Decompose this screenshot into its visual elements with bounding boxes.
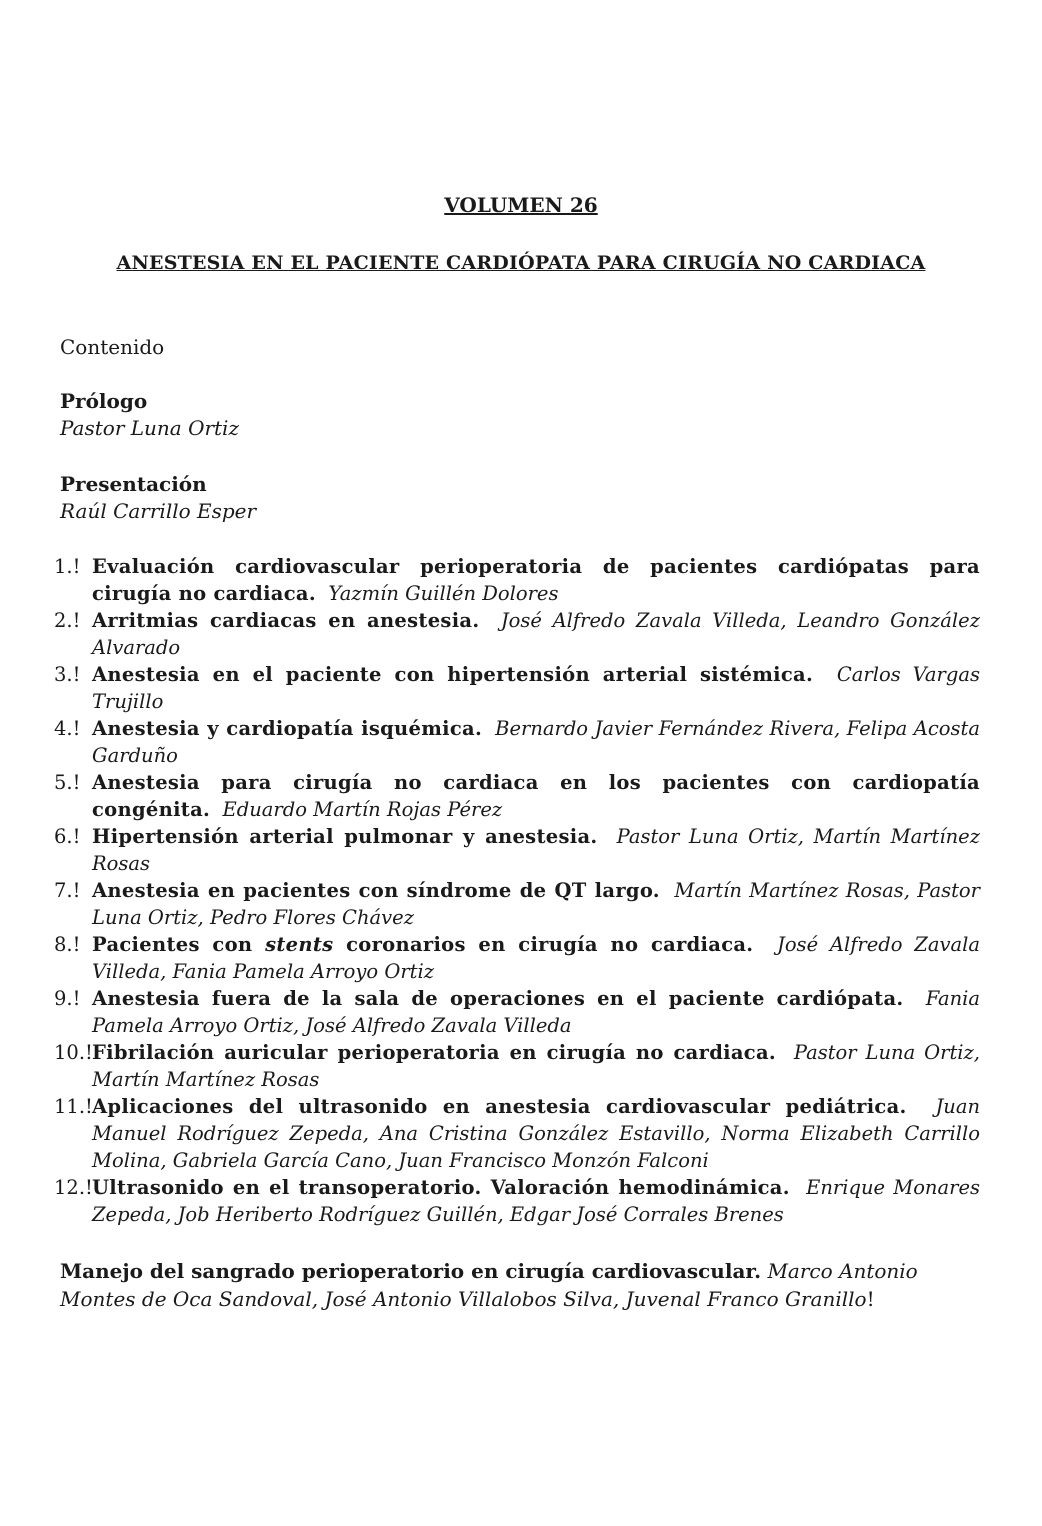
chapter-number: 3.! (54, 663, 81, 686)
chapter-authors: Fania Pamela Arroyo Ortiz, José Alfredo Zavala Villeda (92, 987, 980, 1037)
prologue-author: Pastor Luna Ortiz (60, 416, 239, 440)
chapter-title: Hipertensión arterial pulmonar y anestesia. (92, 825, 598, 848)
chapter-number: 5.! (54, 771, 81, 794)
chapter-authors: Pastor Luna Ortiz, Martín Martínez Rosas (92, 1041, 980, 1091)
contents-label: Contenido (60, 335, 165, 359)
chapter-authors: Bernardo Javier Fernández Rivera, Felipa Acosta Garduño (92, 717, 980, 767)
chapter-number: 7.! (54, 879, 81, 902)
chapter-authors: José Alfredo Zavala Villeda, Leandro González Alvarado (92, 609, 980, 659)
chapter-title: Anestesia en pacientes con síndrome de QT largo. (92, 879, 660, 902)
chapter-authors: Pastor Luna Ortiz, Martín Martínez Rosas (92, 825, 980, 875)
chapter-title: Anestesia en el paciente con hipertensión arterial sistémica. (92, 663, 814, 686)
chapter-title: Aplicaciones del ultrasonido en anestesia cardiovascular pediátrica. (92, 1095, 907, 1118)
chapter-title: Evaluación cardiovascular perioperatoria de pacientes cardiópatas para cirugía no cardiaca. (92, 555, 980, 605)
closing-trailing-mark: ! (866, 1287, 875, 1311)
chapter-number: 12.! (54, 1176, 93, 1199)
volume-heading: VOLUMEN 26 (444, 193, 598, 217)
chapter-title-start: Pacientes con (92, 933, 266, 956)
prologue-heading: Prólogo (60, 389, 148, 413)
chapter-entry (0, 715, 980, 769)
chapter-number: 2.! (54, 609, 81, 632)
presentation-author: Raúl Carrillo Esper (60, 499, 257, 523)
chapter-list (0, 553, 1042, 1228)
chapter-authors: Eduardo Martín Rojas Pérez (222, 798, 503, 821)
chapter-entry (0, 553, 980, 607)
chapter-authors: Juan Manuel Rodríguez Zepeda, Ana Cristina González Estavillo, Norma Elizabeth Carrillo Molina, Gabriela García Cano, Juan Francisco Monzón Falconi (92, 1095, 981, 1172)
volume-subtitle: ANESTESIA EN EL PACIENTE CARDIÓPATA PARA CIRUGÍA NO CARDIACA (116, 252, 926, 274)
chapter-title: Anestesia para cirugía no cardiaca en los pacientes con cardiopatía congénita. (92, 771, 980, 821)
chapter-number: 4.! (54, 717, 81, 740)
chapter-number: 10.! (54, 1041, 93, 1064)
chapter-entry (0, 1039, 980, 1093)
chapter-number: 11.! (54, 1095, 93, 1118)
chapter-title: Ultrasonido en el transoperatorio. Valoración hemodinámica. (92, 1176, 790, 1199)
chapter-number: 6.! (54, 825, 81, 848)
chapter-entry (0, 877, 980, 931)
chapter-entry (0, 823, 980, 877)
chapter-number: 8.! (54, 933, 81, 956)
chapter-title (92, 933, 753, 956)
presentation-section (60, 471, 980, 525)
chapter-entry (0, 1093, 980, 1174)
chapter-title-end: coronarios en cirugía no cardiaca. (333, 933, 754, 956)
chapter-entry (0, 661, 980, 715)
chapter-entry (0, 769, 980, 823)
closing-entry (60, 1257, 980, 1313)
chapter-entry (0, 985, 980, 1039)
chapter-entry (0, 931, 980, 985)
chapter-number: 1.! (54, 555, 81, 578)
closing-authors: Marco Antonio Montes de Oca Sandoval, José Antonio Villalobos Silva, Juvenal Franco Granillo (60, 1259, 918, 1311)
chapter-title: Anestesia y cardiopatía isquémica. (92, 717, 483, 740)
prologue-section (60, 388, 980, 442)
chapter-title: Anestesia fuera de la sala de operaciones en el paciente cardiópata. (92, 987, 904, 1010)
chapter-authors: Martín Martínez Rosas, Pastor Luna Ortiz, Pedro Flores Chávez (92, 879, 980, 929)
chapter-title: Arritmias cardiacas en anestesia. (92, 609, 480, 632)
chapter-title-italic: stents (265, 933, 334, 956)
chapter-entry (0, 1174, 980, 1228)
chapter-authors: José Alfredo Zavala Villeda, Fania Pamela Arroyo Ortiz (92, 933, 980, 983)
chapter-authors: Yazmín Guillén Dolores (328, 582, 559, 605)
chapter-title: Fibrilación auricular perioperatoria en cirugía no cardiaca. (92, 1041, 776, 1064)
chapter-entry (0, 607, 980, 661)
chapter-authors: Carlos Vargas Trujillo (92, 663, 980, 713)
closing-title: Manejo del sangrado perioperatorio en cirugía cardiovascular. (60, 1259, 762, 1283)
chapter-number: 9.! (54, 987, 81, 1010)
presentation-heading: Presentación (60, 472, 207, 496)
chapter-authors: Enrique Monares Zepeda, Job Heriberto Rodríguez Guillén, Edgar José Corrales Brenes (92, 1176, 980, 1226)
